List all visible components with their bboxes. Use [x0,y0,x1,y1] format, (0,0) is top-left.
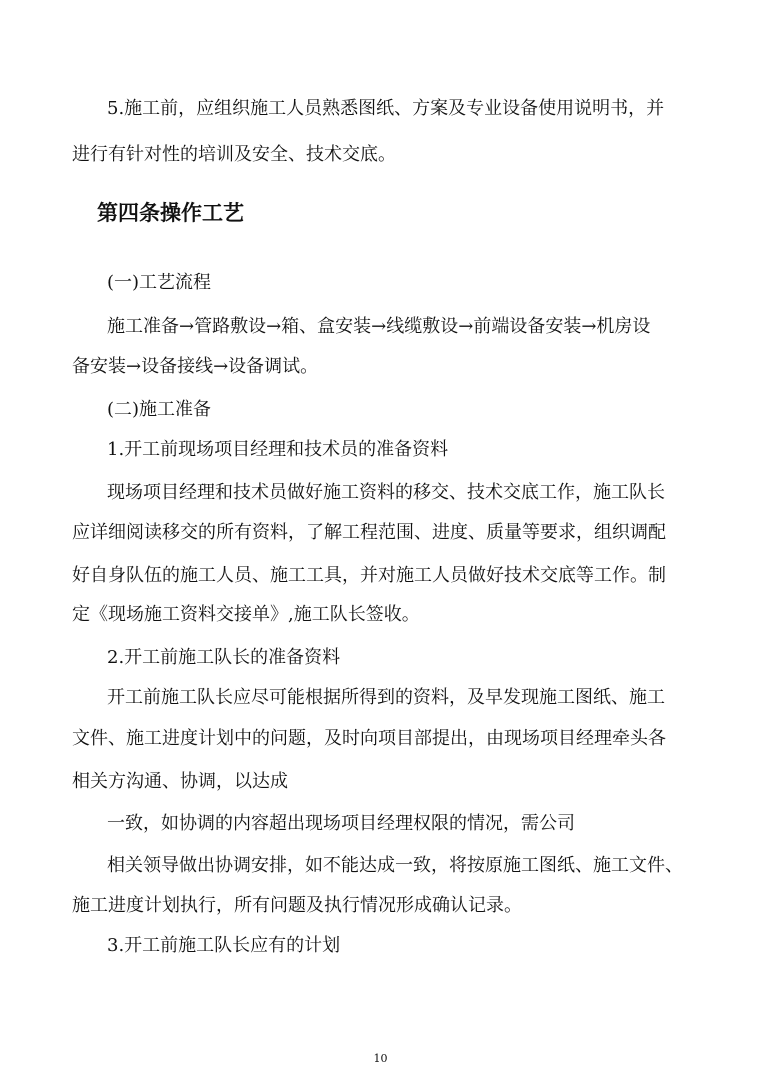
paragraph-line: 施工进度计划执行，所有问题及执行情况形成确认记录。 [72,895,522,916]
item-title: 1.开工前现场项目经理和技术员的准备资料 [107,439,449,460]
paragraph-line: 一致，如协调的内容超出现场项目经理权限的情况，需公司 [107,813,575,834]
item-title: 2.开工前施工队长的准备资料 [107,647,341,668]
paragraph-line: 定《现场施工资料交接单》,施工队长签收。 [72,604,420,625]
paragraph-line: 相关领导做出协调安排，如不能达成一致，将按原施工图纸、施工文件、 [107,855,683,876]
paragraph-line: 5.施工前，应组织施工人员熟悉图纸、方案及专业设备使用说明书，并 [107,98,665,119]
paragraph-line: 进行有针对性的培训及安全、技术交底。 [72,144,396,165]
page-number: 10 [373,1052,388,1065]
paragraph-line: 相关方沟通、协调，以达成 [72,771,288,792]
paragraph-line: 好自身队伍的施工人员、施工工具，并对施工人员做好技术交底等工作。制 [72,565,666,586]
paragraph-line: 应详细阅读移交的所有资料，了解工程范围、进度、质量等要求，组织调配 [72,522,666,543]
paragraph-line: 开工前施工队长应尽可能根据所得到的资料，及早发现施工图纸、施工 [107,687,665,708]
paragraph-line: 文件、施工进度计划中的问题，及时向项目部提出，由现场项目经理牵头各 [72,728,666,749]
subsection-title: (二)施工准备 [107,399,212,420]
item-title: 3.开工前施工队长应有的计划 [107,935,341,956]
subsection-title: (一)工艺流程 [107,272,212,293]
paragraph-line: 备安装→设备接线→设备调试。 [72,356,319,377]
section-heading: 第四条操作工艺 [97,200,244,225]
paragraph-line: 施工准备→管路敷设→箱、盒安装→线缆敷设→前端设备安装→机房设 [107,316,651,337]
paragraph-line: 现场项目经理和技术员做好施工资料的移交、技术交底工作，施工队长 [107,482,665,503]
